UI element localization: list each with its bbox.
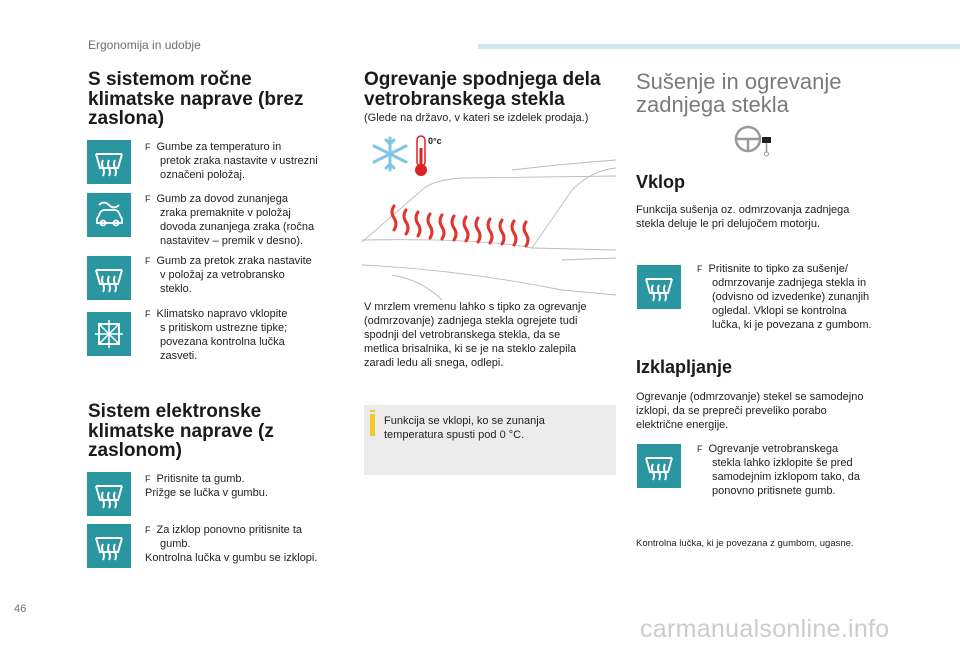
watermark: carmanualsonline.info bbox=[640, 615, 890, 643]
windscreen-illustration bbox=[362, 130, 616, 300]
list-item: F Gumb za dovod zunanjega zraka premaknite v položaj dovoda zunanjega zraka (ročna nastavitev – premik v desno). bbox=[145, 193, 315, 247]
rear-defrost-icon bbox=[637, 444, 681, 488]
windscreen-body: V mrzlem vremenu lahko s tipko za ogrevanje (odmrzovanje) zadnjega stekla ogrejete tudi spodnji del vetrobranskega stekla, da se metlica brisalnika, ki se je na steklo zalepila zaradi ledu ali snega, odlepi. bbox=[364, 301, 587, 369]
info-icon bbox=[370, 414, 375, 436]
list-item: F Gumbe za temperaturo in pretok zraka nastavite v ustrezni označeni položaj. bbox=[145, 141, 318, 181]
country-note: (Glede na državo, v kateri se izdelek prodaja.) bbox=[364, 112, 589, 124]
heading-line: zadnjega stekla bbox=[636, 92, 789, 117]
thermometer-icon bbox=[415, 136, 427, 176]
heading-line: S sistemom ročne bbox=[88, 69, 252, 90]
heading-line: Ogrevanje spodnjega dela bbox=[364, 69, 601, 90]
heading-line: klimatske naprave (brez bbox=[88, 88, 304, 110]
rear-defrost-icon bbox=[87, 524, 131, 568]
electronic-ac-heading bbox=[88, 402, 274, 461]
list-item: F Za izklop ponovno pritisnite ta gumb. bbox=[145, 524, 303, 550]
info-icon-dot bbox=[370, 410, 375, 412]
rear-defrost-icon bbox=[637, 265, 681, 309]
snowflake-icon bbox=[374, 138, 406, 170]
air-conditioning-icon bbox=[87, 312, 131, 356]
list-item: F Klimatsko napravo vklopite s pritiskom ustrezne tipke; povezana kontrolna lučka zasveti. bbox=[145, 308, 288, 362]
footer-note: Kontrolna lučka, ki je povezana z gumbom, ugasne. bbox=[636, 538, 854, 549]
rear-window-heading bbox=[636, 70, 841, 116]
windscreen-heating-heading bbox=[364, 70, 601, 109]
switch-on-text: Funkcija sušenja oz. odmrzovanja zadnjega stekla deluje le pri delujočem motorju. bbox=[636, 204, 850, 230]
heading-line: Sistem elektronske bbox=[88, 401, 262, 422]
switch-on-title: Vklop bbox=[636, 172, 686, 192]
temperature-label: 0°c bbox=[428, 136, 442, 146]
heading-line: zaslonom) bbox=[88, 440, 182, 461]
list-item: F Pritisnite to tipko za sušenje/ odmrzovanje zadnjega stekla in (odvisno od izvedenke) zunanjih ogledal. Vklopi se kontrolna lučka, ki je povezana z gumbom. bbox=[697, 263, 872, 331]
list-item: F Pritisnite ta gumb. Prižge se lučka v gumbu. bbox=[145, 473, 268, 499]
switch-off-title: Izklapljanje bbox=[636, 357, 733, 377]
heading-line: zaslona) bbox=[88, 108, 165, 129]
list-item: F Gumb za pretok zraka nastavite v položaj za vetrobransko steklo. bbox=[145, 255, 312, 295]
list-item: F Ogrevanje vetrobranskega stekla lahko izklopite še pred samodejnim izklopom tako, da ponovno pritisnete gumb. bbox=[697, 443, 860, 497]
section-title: Ergonomija in udobje bbox=[88, 38, 201, 52]
air-recirculation-icon bbox=[87, 193, 131, 237]
switch-off-text: Ogrevanje (odmrzovanje) stekel se samodejno izklopi, da se prepreči preveliko porabo električne energije. bbox=[636, 391, 864, 431]
rear-defrost-icon bbox=[87, 256, 131, 300]
steering-wheel-icon bbox=[728, 124, 782, 158]
heading-line: klimatske naprave (z bbox=[88, 420, 274, 442]
info-note-text: Funkcija se vklopi, ko se zunanja temperatura spusti pod 0 °C. bbox=[384, 415, 545, 441]
rear-defrost-icon bbox=[87, 140, 131, 184]
list-item-note: Kontrolna lučka v gumbu se izklopi. bbox=[145, 552, 318, 564]
heading-line: vetrobranskega stekla bbox=[364, 88, 565, 110]
page-number: 46 bbox=[14, 603, 27, 615]
manual-ac-heading bbox=[88, 70, 303, 129]
header-bar bbox=[478, 44, 960, 49]
heading-line: Sušenje in ogrevanje bbox=[636, 69, 842, 94]
